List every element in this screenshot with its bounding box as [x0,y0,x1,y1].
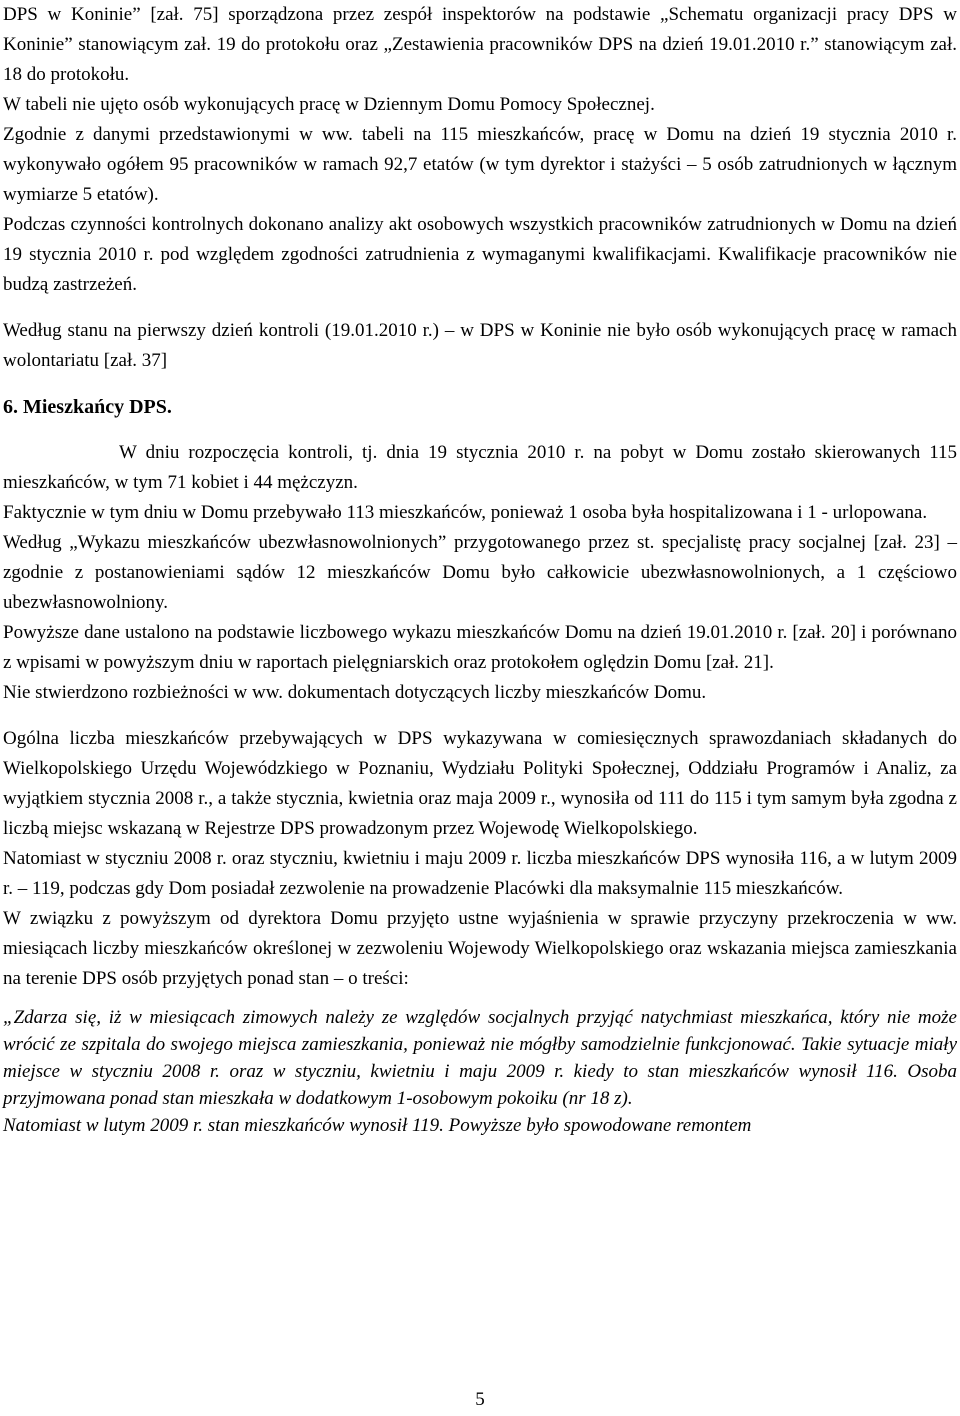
paragraph-volunteers: Według stanu na pierwszy dzień kontroli (19.01.2010 r.) – w DPS w Koninie nie było osób wykonujących pracę w ramach wolontariatu [zał. 37] [3,320,957,371]
paragraph-data-source: Powyższe dane ustalono na podstawie liczbowego wykazu mieszkańców Domu na dzień 19.01.2010 r. [zał. 20] i porównano z wpisami w powyższym dniu w raportach pielęgniarskich oraz protokołem oględzin Domu [zał. 21]. [3,622,957,673]
paragraph-day-care-note: W tabeli nie ujęto osób wykonujących pracę w Dziennym Domu Pomocy Społecznej. [3,94,655,115]
paragraph-no-discrepancies: Nie stwierdzono rozbieżności w ww. dokumentach dotyczących liczby mieszkańców Domu. [3,682,707,703]
paragraph-director-explanation: W związku z powyższym od dyrektora Domu przyjęto ustne wyjaśnienia w sprawie przyczyny przekroczenia w ww. miesiącach liczby mieszkańców określonej w zezwoleniu Wojewody Wielkopolskiego oraz wskazania miejsca zamieszkania na terenie DPS osób przyjętych ponad stan – o treści: [3,908,957,989]
paragraph-incapacitated: Według „Wykazu mieszkańców ubezwłasnowolnionych” przygotowanego przez st. specjalistę pracy socjalnej [zał. 23] – zgodnie z postanowieniami sądów 12 mieszkańców Domu było całkowicie ubezwłasnowolnionych, a 1 częściowo ubezwłasnowolniony. [3,532,957,613]
paragraph-staff-structure: DPS w Koninie” [zał. 75] sporządzona przez zespół inspektorów na podstawie „Schematu organizacji pracy DPS w Koninie” stanowiącym zał. 19 do protokołu oraz „Zestawienia pracowników DPS na dzień 19.01.2010 r.” stanowiącym zał. 18 do protokołu. [3,4,957,85]
quote-explanation: „Zdarza się, iż w miesiącach zimowych należy ze względów socjalnych przyjąć natychmiast mieszkańca, który nie może wrócić ze szpitala do swojego miejsca zamieszkania, ponieważ nie mógłby samodzielnie funkcjonować. Takie sytuacje miały miejsce w styczniu 2008 r. oraz w styczniu, kwietniu i maju 2009 r. kiedy to stan mieszkańców wynosił 116. Osoba przyjmowana ponad stan mieszkała w dodatkowym 1-osobowym pokoiku (nr 18 z). [3,1007,957,1109]
document-page [3,0,957,1139]
paragraph-monthly-reports: Ogólna liczba mieszkańców przebywających w DPS wykazywana w comiesięcznych sprawozdaniach składanych do Wielkopolskiego Urzędu Wojewódzkiego w Poznaniu, Wydziału Polityki Społecznej, Oddziału Programów i Analiz, za wyjątkiem stycznia 2008 r., a także stycznia, kwietnia oraz maja 2009 r., wynosiła od 111 do 115 i tym samym była zgodna z liczbą miejsc wskazaną w Rejestrze DPS prowadzonym przez Wojewodę Wielkopolskiego. [3,728,957,839]
paragraph-qualifications: Podczas czynności kontrolnych dokonano analizy akt osobowych wszystkich pracowników zatrudnionych w Domu na dzień 19 stycznia 2010 r. pod względem zgodności zatrudnienia z wymaganymi kwalifikacjami. Kwalifikacje pracowników nie budzą zastrzeżeń. [3,214,957,295]
paragraph-exceeded-capacity: Natomiast w styczniu 2008 r. oraz styczniu, kwietniu i maju 2009 r. liczba mieszkańców DPS wynosiła 116, a w lutym 2009 r. – 119, podczas gdy Dom posiadał zezwolenie na prowadzenie Placówki dla maksymalnie 115 mieszkańców. [3,848,957,899]
quote-february: Natomiast w lutym 2009 r. stan mieszkańców wynosił 119. Powyższe było spowodowane remontem [3,1115,752,1136]
paragraph-residents-count: W dniu rozpoczęcia kontroli, tj. dnia 19 stycznia 2010 r. na pobyt w Domu zostało skierowanych 115 mieszkańców, w tym 71 kobiet i 44 mężczyzn. [3,442,957,493]
paragraph-staff-count: Zgodnie z danymi przedstawionymi w ww. tabeli na 115 mieszkańców, pracę w Domu na dzień 19 stycznia 2010 r. wykonywało ogółem 95 pracowników w ramach 92,7 etatów (w tym dyrektor i stażyści – 5 osób zatrudnionych w łącznym wymiarze 5 etatów). [3,124,957,205]
section-heading: 6. Mieszkańcy DPS. [3,396,172,418]
page-number: 5 [475,1389,485,1410]
paragraph-residents-present: Faktycznie w tym dniu w Domu przebywało 113 mieszkańców, ponieważ 1 osoba była hospitalizowana i 1 - urlopowana. [3,502,928,523]
